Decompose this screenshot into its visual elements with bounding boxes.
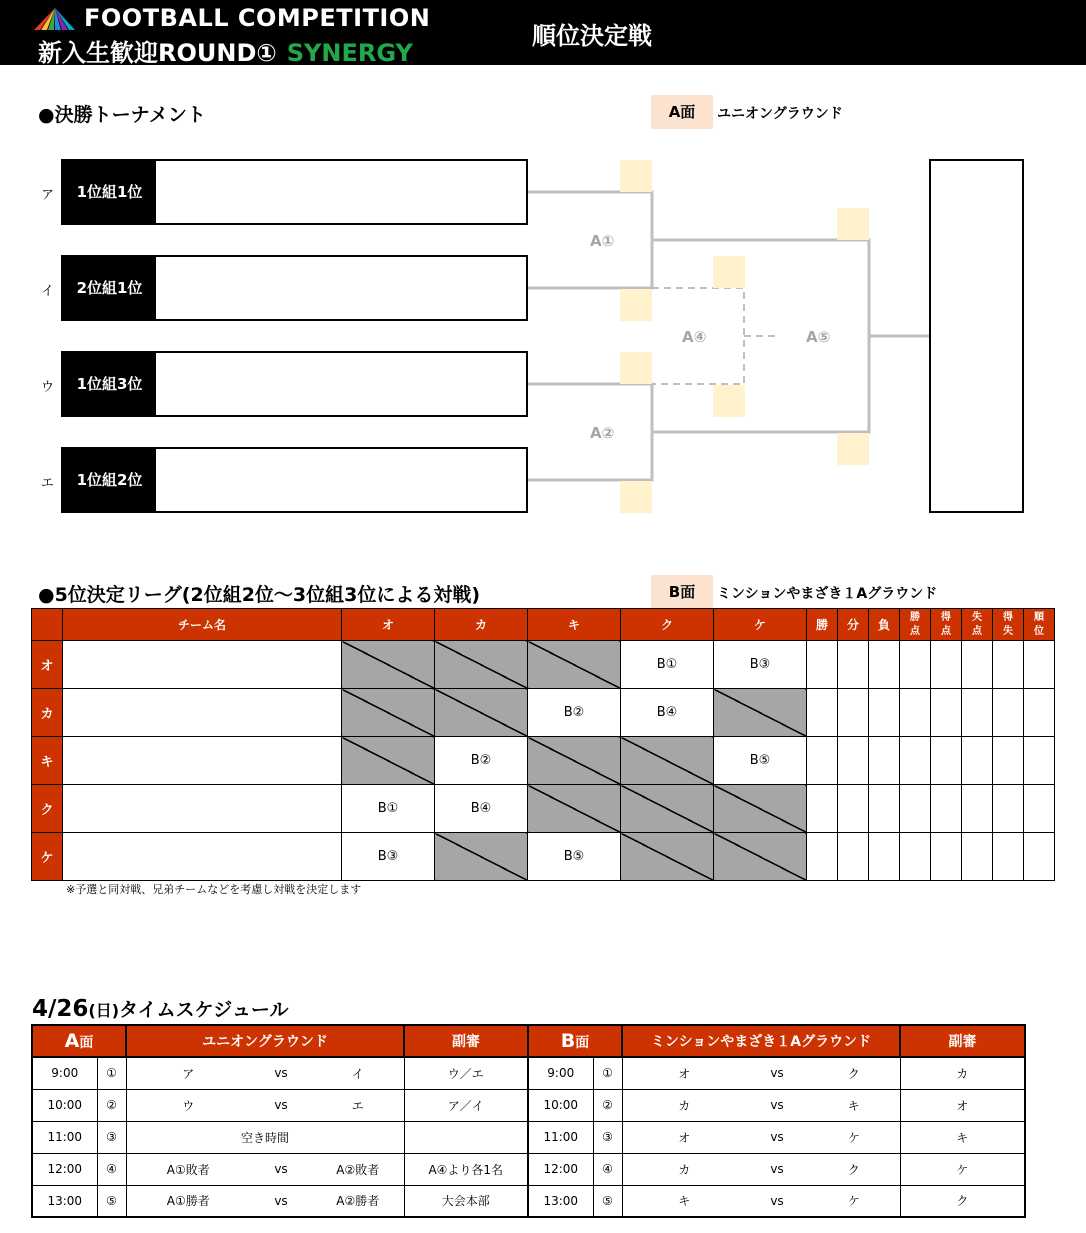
schedule-row <box>32 1089 1025 1121</box>
opponent-header: オ <box>342 609 435 641</box>
stat-cell <box>931 785 962 833</box>
away-team-cell: イ <box>312 1057 404 1089</box>
seed-label: 1位組2位 <box>63 449 156 511</box>
match-cell: B① <box>621 641 714 689</box>
away-team-cell: ク <box>808 1153 900 1185</box>
referee-cell: A④より各1名 <box>404 1153 528 1185</box>
stat-cell <box>993 641 1024 689</box>
match-cell: B④ <box>435 785 528 833</box>
team-name-cell <box>63 737 342 785</box>
stat-header: 勝 点 <box>900 609 931 641</box>
schedule-title <box>32 995 289 1022</box>
stat-cell <box>931 641 962 689</box>
stat-header: 負 <box>869 609 900 641</box>
stat-cell <box>962 785 993 833</box>
tournament-section-title: ●決勝トーナメント <box>38 104 206 126</box>
league-section-title: ●5位決定リーグ(2位組2位～3位組3位による対戦) <box>38 584 481 606</box>
stat-header: 分 <box>838 609 869 641</box>
league-face-label: B面 <box>651 575 713 609</box>
time-cell: 13:00 <box>528 1185 593 1217</box>
league-row <box>32 737 1055 785</box>
match-cell: B③ <box>714 641 807 689</box>
vs-cell: vs <box>746 1089 808 1121</box>
away-team-cell: A②敗者 <box>312 1153 404 1185</box>
time-cell: 9:00 <box>32 1057 97 1089</box>
stat-cell <box>931 833 962 881</box>
vs-cell: vs <box>250 1153 312 1185</box>
match-cell: B⑤ <box>714 737 807 785</box>
bracket-entry <box>61 159 528 225</box>
referee-cell: ク <box>900 1185 1025 1217</box>
stat-header: 順 位 <box>1024 609 1055 641</box>
away-team-cell: エ <box>312 1089 404 1121</box>
disabled-cell <box>714 785 807 833</box>
stat-cell <box>1024 737 1055 785</box>
stat-cell <box>993 833 1024 881</box>
stat-cell <box>962 641 993 689</box>
stat-cell <box>993 689 1024 737</box>
schedule-date: 4/26 <box>32 996 89 1022</box>
league-note: ※予選と同対戦、兄弟チームなどを考慮し対戦を決定します <box>66 883 362 896</box>
time-cell: 10:00 <box>528 1089 593 1121</box>
stat-cell <box>838 641 869 689</box>
opponent-header: ケ <box>714 609 807 641</box>
disabled-cell <box>435 833 528 881</box>
match-cell: B② <box>435 737 528 785</box>
page-title: 順位決定戦 <box>532 22 652 50</box>
match-label-a1: A① <box>590 232 615 250</box>
away-team-cell: ケ <box>808 1185 900 1217</box>
referee-cell: カ <box>900 1057 1025 1089</box>
row-team-label: オ <box>32 641 63 689</box>
row-team-label: ケ <box>32 833 63 881</box>
home-team-cell: A①勝者 <box>126 1185 250 1217</box>
match-cell: B⑤ <box>528 833 621 881</box>
referee-cell: ケ <box>900 1153 1025 1185</box>
referee-cell: 大会本部 <box>404 1185 528 1217</box>
match-cell: B④ <box>621 689 714 737</box>
disabled-cell <box>714 689 807 737</box>
score-box <box>620 289 652 321</box>
time-cell: 10:00 <box>32 1089 97 1121</box>
schedule-row <box>32 1057 1025 1089</box>
home-team-cell: カ <box>622 1153 746 1185</box>
stat-cell <box>962 833 993 881</box>
stat-cell <box>838 689 869 737</box>
time-cell: 9:00 <box>528 1057 593 1089</box>
stat-header: 失 点 <box>962 609 993 641</box>
stat-cell <box>1024 833 1055 881</box>
disabled-cell <box>528 737 621 785</box>
disabled-cell <box>621 833 714 881</box>
b-ground-header: ミンションやまざき１Aグラウンド <box>622 1025 900 1057</box>
stat-cell <box>1024 641 1055 689</box>
stat-header: 得 点 <box>931 609 962 641</box>
match-no-cell: ③ <box>97 1121 126 1153</box>
stat-cell <box>900 737 931 785</box>
stat-cell <box>807 785 838 833</box>
team-name-cell <box>63 689 342 737</box>
home-team-cell: A①敗者 <box>126 1153 250 1185</box>
disabled-cell <box>528 785 621 833</box>
seed-label: 1位組1位 <box>63 161 156 223</box>
match-no-cell: ⑤ <box>97 1185 126 1217</box>
referee-cell: オ <box>900 1089 1025 1121</box>
match-no-cell: ② <box>593 1089 622 1121</box>
stat-cell <box>900 785 931 833</box>
match-no-cell: ③ <box>593 1121 622 1153</box>
referee-cell: ア／イ <box>404 1089 528 1121</box>
a-ground-header: ユニオングラウンド <box>126 1025 404 1057</box>
score-box <box>620 160 652 192</box>
schedule-row <box>32 1121 1025 1153</box>
vs-cell: vs <box>746 1153 808 1185</box>
away-team-cell: ケ <box>808 1121 900 1153</box>
vs-cell: vs <box>746 1185 808 1217</box>
score-box <box>713 256 745 288</box>
schedule-table <box>31 1024 1026 1218</box>
bracket-entry <box>61 255 528 321</box>
stat-cell <box>993 785 1024 833</box>
row-team-label: ク <box>32 785 63 833</box>
home-team-cell: ア <box>126 1057 250 1089</box>
match-cell: B③ <box>342 833 435 881</box>
tournament-ground: ユニオングラウンド <box>717 106 843 122</box>
score-box <box>837 433 869 465</box>
disabled-cell <box>528 641 621 689</box>
team-name-cell <box>63 785 342 833</box>
time-cell: 13:00 <box>32 1185 97 1217</box>
stat-cell <box>807 737 838 785</box>
event-title: 新入生歓迎ROUND① SYNERGY <box>38 39 413 67</box>
league-row <box>32 689 1055 737</box>
away-team-cell: A②勝者 <box>312 1185 404 1217</box>
team-name-cell <box>63 641 342 689</box>
league-row <box>32 641 1055 689</box>
row-team-label: キ <box>32 737 63 785</box>
opponent-header: ク <box>621 609 714 641</box>
event-accent: SYNERGY <box>286 39 413 67</box>
stat-cell <box>869 785 900 833</box>
team-name-cell <box>63 833 342 881</box>
entry-kana: イ <box>41 284 55 299</box>
match-label-a5: A⑤ <box>806 328 831 346</box>
stat-cell <box>869 737 900 785</box>
stat-cell <box>931 689 962 737</box>
score-box <box>620 481 652 513</box>
free-time-cell: 空き時間 <box>126 1121 404 1153</box>
time-cell: 12:00 <box>32 1153 97 1185</box>
match-no-cell: ② <box>97 1089 126 1121</box>
opponent-header: カ <box>435 609 528 641</box>
bracket-entry <box>61 351 528 417</box>
schedule-row <box>32 1185 1025 1217</box>
home-team-cell: カ <box>622 1089 746 1121</box>
stat-header: 勝 <box>807 609 838 641</box>
disabled-cell <box>435 641 528 689</box>
time-cell: 11:00 <box>32 1121 97 1153</box>
score-box <box>620 352 652 384</box>
team-name-header: チーム名 <box>63 609 342 641</box>
home-team-cell: オ <box>622 1121 746 1153</box>
home-team-cell: オ <box>622 1057 746 1089</box>
stat-header: 得 失 <box>993 609 1024 641</box>
league-row <box>32 833 1055 881</box>
opponent-header: キ <box>528 609 621 641</box>
disabled-cell <box>621 785 714 833</box>
disabled-cell <box>342 737 435 785</box>
score-box <box>837 208 869 240</box>
vs-cell: vs <box>250 1089 312 1121</box>
stat-cell <box>838 785 869 833</box>
vs-cell: vs <box>250 1057 312 1089</box>
stat-cell <box>838 833 869 881</box>
league-row <box>32 785 1055 833</box>
match-no-cell: ④ <box>593 1153 622 1185</box>
disabled-cell <box>342 641 435 689</box>
vs-cell: vs <box>746 1057 808 1089</box>
schedule-day: (日) <box>88 1001 120 1020</box>
stat-cell <box>807 641 838 689</box>
match-cell: B② <box>528 689 621 737</box>
a-face-header: A面 <box>32 1025 126 1057</box>
entry-kana: ア <box>41 188 55 203</box>
schedule-header-row <box>32 1025 1025 1057</box>
tournament-face-label: A面 <box>651 95 713 129</box>
stat-cell <box>807 833 838 881</box>
entry-kana: エ <box>41 476 55 491</box>
home-team-cell: キ <box>622 1185 746 1217</box>
match-no-cell: ① <box>593 1057 622 1089</box>
schedule-row <box>32 1153 1025 1185</box>
match-no-cell: ④ <box>97 1153 126 1185</box>
match-no-cell: ⑤ <box>593 1185 622 1217</box>
league-header-row <box>32 609 1055 641</box>
disabled-cell <box>435 689 528 737</box>
referee-cell: ウ／エ <box>404 1057 528 1089</box>
referee-cell <box>404 1121 528 1153</box>
match-label-a4: A④ <box>682 328 707 346</box>
referee-cell: キ <box>900 1121 1025 1153</box>
stat-cell <box>900 689 931 737</box>
b-ref-header: 副審 <box>900 1025 1025 1057</box>
match-no-cell: ① <box>97 1057 126 1089</box>
disabled-cell <box>714 833 807 881</box>
stat-cell <box>962 737 993 785</box>
vs-cell: vs <box>746 1121 808 1153</box>
bracket-entry <box>61 447 528 513</box>
a-ref-header: 副審 <box>404 1025 528 1057</box>
league-ground: ミンションやまざき１Aグラウンド <box>717 586 938 602</box>
vs-cell: vs <box>250 1185 312 1217</box>
score-box <box>713 385 745 417</box>
stat-cell <box>1024 785 1055 833</box>
brand-title: FOOTBALL COMPETITION <box>84 4 431 32</box>
stat-cell <box>807 689 838 737</box>
time-cell: 12:00 <box>528 1153 593 1185</box>
schedule-heading: タイムスケジュール <box>119 999 289 1021</box>
league-table <box>31 608 1055 881</box>
row-team-label: カ <box>32 689 63 737</box>
stat-cell <box>869 689 900 737</box>
stat-cell <box>931 737 962 785</box>
champion-box <box>929 159 1024 513</box>
b-face-header: B面 <box>528 1025 622 1057</box>
seed-label: 2位組1位 <box>63 257 156 319</box>
disabled-cell <box>342 689 435 737</box>
stat-cell <box>900 641 931 689</box>
stat-cell <box>962 689 993 737</box>
away-team-cell: ク <box>808 1057 900 1089</box>
match-label-a2: A② <box>590 424 615 442</box>
seed-label: 1位組3位 <box>63 353 156 415</box>
home-team-cell: ウ <box>126 1089 250 1121</box>
corner-cell <box>32 609 63 641</box>
disabled-cell <box>621 737 714 785</box>
stat-cell <box>993 737 1024 785</box>
match-cell: B① <box>342 785 435 833</box>
stat-cell <box>869 833 900 881</box>
stat-cell <box>869 641 900 689</box>
entry-kana: ウ <box>41 380 55 395</box>
stat-cell <box>838 737 869 785</box>
stat-cell <box>1024 689 1055 737</box>
away-team-cell: キ <box>808 1089 900 1121</box>
stat-cell <box>900 833 931 881</box>
time-cell: 11:00 <box>528 1121 593 1153</box>
